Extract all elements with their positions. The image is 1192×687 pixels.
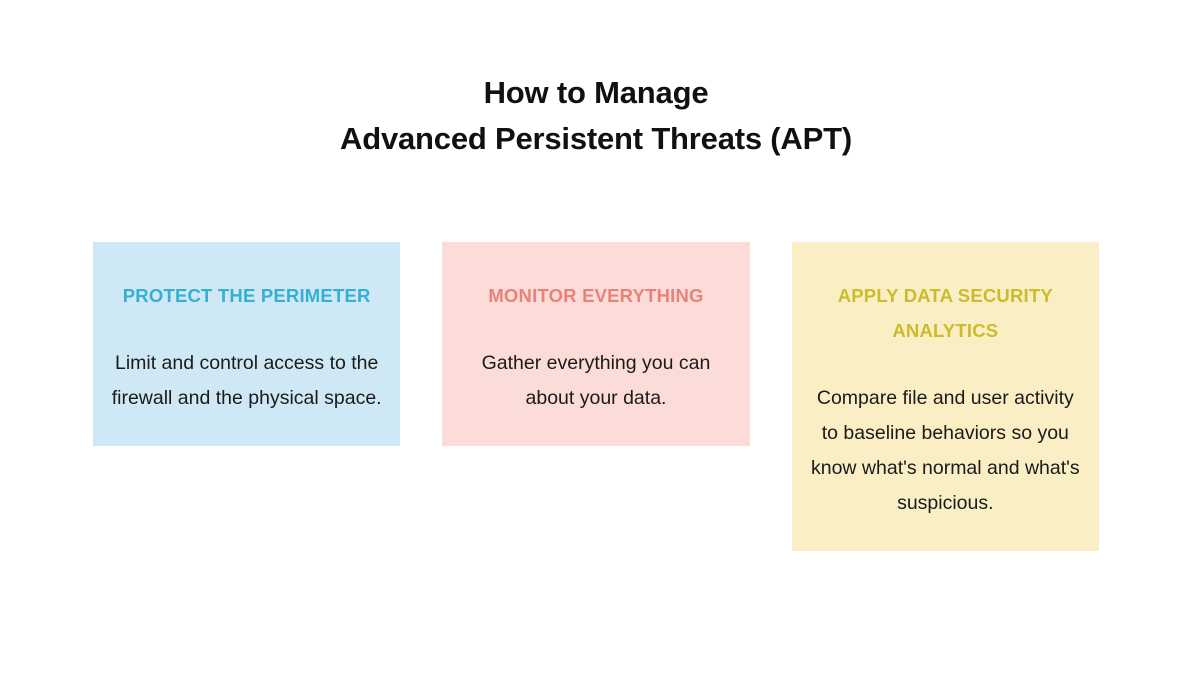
card-body: Limit and control access to the firewall and the physical space. [111,352,382,409]
card-body: Compare file and user activity to baseline behaviors so you know what's normal and what's suspicious. [810,387,1080,514]
card-heading: PROTECT THE PERIMETER [122,285,371,306]
page-title-line-1: How to Manage [483,75,709,110]
card-heading: MONITOR EVERYTHING [488,285,704,306]
card-group [93,242,1099,551]
card-body: Gather everything you can about your data. [481,352,711,409]
card-monitor-everything [442,242,749,446]
card-protect-the-perimeter [93,242,400,446]
page-title-line-2: Advanced Persistent Threats (APT) [340,121,852,156]
page-title [0,70,1192,162]
card-heading: APPLY DATA SECURITY ANALYTICS [837,285,1053,341]
card-apply-data-security-analytics [792,242,1099,551]
